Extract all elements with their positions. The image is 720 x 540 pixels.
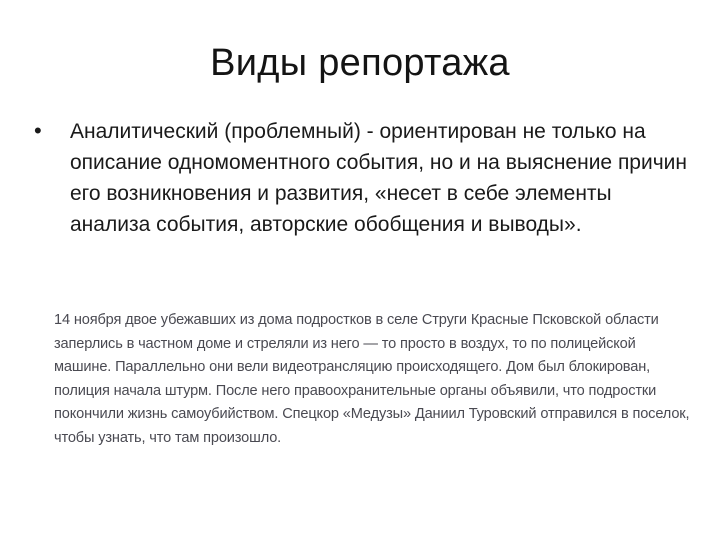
bullet-icon: • <box>34 118 42 143</box>
slide-title: Виды репортажа <box>210 42 510 84</box>
bullet-text: Аналитический (проблемный) - ориентирован не только на описание одномоментного события, но и на выяснение причин его возникновения и развития, «несет в себе элементы анализа события, авторские обобщения и выводы». <box>70 120 687 236</box>
example-quote-text: 14 ноября двое убежавших из дома подростков в селе Струги Красные Псковской области заперлись в частном доме и стреляли из него — то просто в воздух, то по полицейской машине. Параллельно они вели видеотрансляцию происходящего. Дом был блокирован, полиция начала штурм. После него правоохранительные органы объявили, что подростки покончили жизнь самоубийством. Спецкор «Медузы» Даниил Туровский отправился в поселок, чтобы узнать, что там произошло. <box>54 312 690 446</box>
